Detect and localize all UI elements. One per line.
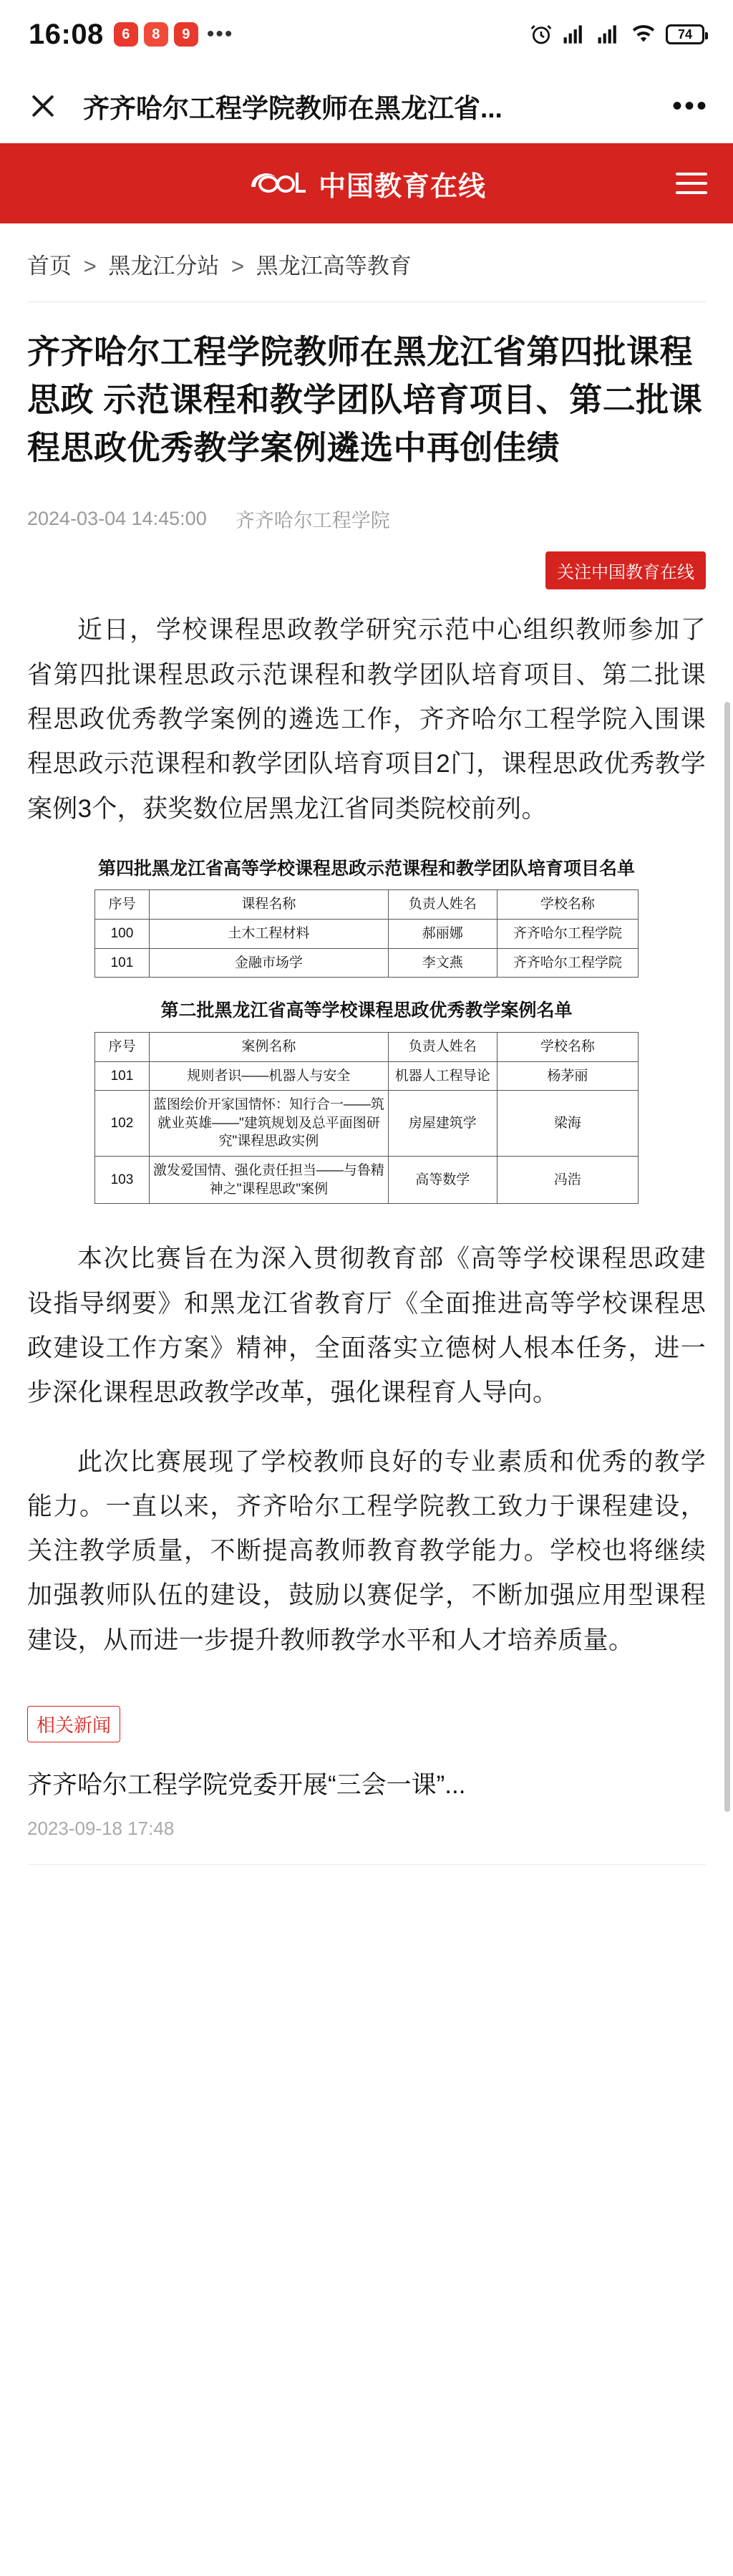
table-header-cell: 负责人姓名 (388, 1032, 497, 1061)
related-news-title: 齐齐哈尔工程学院党委开展“三会一课”... (27, 1771, 466, 1800)
wifi-icon (631, 24, 656, 44)
status-bar-right-icons (530, 23, 704, 46)
related-news-divider (27, 1864, 706, 1865)
table-cell: 100 (95, 920, 150, 949)
table-cell: 激发爱国情、强化责任担当——与鲁精神之"课程思政"案例 (149, 1157, 388, 1204)
close-icon[interactable] (24, 87, 62, 125)
breadcrumb (0, 223, 733, 302)
breadcrumb-separator: > (230, 254, 245, 279)
table-cell: 金融市场学 (149, 948, 388, 978)
breadcrumb-item-province[interactable]: 黑龙江分站 (108, 254, 220, 279)
breadcrumb-item-home[interactable]: 首页 (27, 254, 72, 279)
page-scrollbar[interactable] (724, 702, 730, 1812)
table-caption: 第二批黑龙江省高等学校课程思政优秀教学案例名单 (160, 1000, 573, 1021)
article (0, 328, 733, 1663)
table-header-cell: 序号 (95, 1032, 150, 1061)
follow-row (27, 551, 706, 589)
table-cell: 齐齐哈尔工程学院 (497, 920, 638, 949)
article-paragraph: 本次比赛旨在为深入贯彻教育部《高等学校课程思政建设指导纲要》和黑龙江省教育厅《全面推进高等学校课程思政建设工作方案》精神，全面落实立德树人根本任务，进一步深化课程思政教学改革，强化课程育人导向。 (27, 1245, 706, 1407)
site-logo-text: 中国教育在线 (318, 171, 486, 202)
table-cell: 梁海 (497, 1091, 638, 1157)
page-title: 齐齐哈尔工程学院教师在黑龙江省... (83, 94, 503, 123)
eol-logo-icon (247, 165, 309, 202)
table-row (95, 920, 639, 949)
breadcrumb-item-category[interactable]: 黑龙江高等教育 (256, 254, 412, 279)
status-bar-overflow-icon: ••• (206, 22, 234, 46)
table-header-cell: 课程名称 (149, 890, 388, 920)
signal-icon (563, 24, 587, 44)
table-row (95, 1157, 639, 1204)
article-date: 2024-03-04 14:45:00 (27, 508, 207, 530)
table-cell: 103 (95, 1157, 150, 1204)
article-source: 齐齐哈尔工程学院 (235, 510, 390, 532)
status-bar (0, 0, 733, 69)
alarm-icon (530, 23, 553, 46)
table-cell: 房屋建筑学 (388, 1091, 497, 1157)
site-logo[interactable] (247, 164, 486, 203)
table-header-row (95, 1032, 639, 1061)
breadcrumb-separator: > (83, 254, 97, 279)
table-block-two (94, 998, 639, 1204)
battery-indicator: 74 (666, 24, 704, 44)
hamburger-menu-icon[interactable] (676, 166, 707, 201)
table-cell: 杨茅丽 (497, 1061, 638, 1091)
table-cell: 规则者识——机器人与安全 (149, 1061, 388, 1091)
table-cell: 机器人工程导论 (388, 1061, 497, 1091)
signal-icon (597, 24, 621, 44)
related-news-tag: 相关新闻 (27, 1706, 120, 1742)
table-cell: 101 (95, 948, 150, 978)
table-cell: 李文燕 (388, 948, 497, 978)
article-paragraph: 近日，学校课程思政教学研究示范中心组织教师参加了省第四批课程思政示范课程和教学团队培育项目、第二批课程思政优秀教学案例的遴选工作，齐齐哈尔工程学院入围课程思政示范课程和教学团队培育项目2门，课程思政优秀教学案例3个，获奖数位居黑龙江省同类院校前列。 (27, 616, 706, 823)
table-header-cell: 学校名称 (497, 1032, 638, 1061)
table-case-list (94, 1032, 639, 1204)
table-cell: 102 (95, 1091, 150, 1157)
table-cell: 高等数学 (388, 1157, 497, 1204)
site-header (0, 143, 733, 223)
article-title: 齐齐哈尔工程学院教师在黑龙江省第四批课程思政 示范课程和教学团队培育项目、第二批课程思政优秀教学案例遴选中再创佳绩 (27, 333, 703, 467)
related-news-section (27, 1706, 706, 1865)
more-options-icon[interactable]: ••• (671, 90, 709, 122)
notification-badge-icon: 8 (144, 22, 168, 47)
article-paragraph: 此次比赛展现了学校教师良好的专业素质和优秀的教学能力。一直以来，齐齐哈尔工程学院教工致力于课程建设，关注教学质量，不断提高教师教育教学能力。学校也将继续加强教师队伍的建设，鼓励以赛促学，不断加强应用型课程建设，从而进一步提升教师教学水平和人才培养质量。 (27, 1447, 706, 1654)
table-header-cell: 案例名称 (149, 1032, 388, 1061)
table-cell: 郝丽娜 (388, 920, 497, 949)
notification-badge-icon: 9 (174, 22, 198, 47)
table-header-cell: 负责人姓名 (388, 890, 497, 920)
table-row (95, 948, 639, 978)
table-cell: 101 (95, 1061, 150, 1091)
table-cell: 齐齐哈尔工程学院 (497, 948, 638, 978)
notification-badge-icon: 6 (114, 22, 138, 47)
article-meta (27, 505, 706, 533)
follow-button[interactable]: 关注中国教育在线 (545, 551, 706, 589)
article-body (27, 608, 706, 1663)
browser-nav-bar (0, 69, 733, 143)
table-cell: 蓝图绘价开家国情怀：知行合一——筑就业英雄——"建筑规划及总平面图研究"课程思政实例 (149, 1091, 388, 1157)
related-news-date: 2023-09-18 17:48 (27, 1817, 175, 1839)
table-row (95, 1061, 639, 1091)
table-header-cell: 序号 (95, 890, 150, 920)
table-block-one (94, 856, 639, 978)
status-bar-time: 16:08 (29, 18, 104, 50)
table-header-row (95, 890, 639, 920)
table-cell: 土木工程材料 (149, 920, 388, 949)
list-item[interactable] (27, 1767, 706, 1840)
table-row (95, 1091, 639, 1157)
table-caption: 第四批黑龙江省高等学校课程思政示范课程和教学团队培育项目名单 (97, 858, 635, 879)
table-project-list (94, 889, 639, 978)
table-header-cell: 学校名称 (497, 890, 638, 920)
table-cell: 冯浩 (497, 1157, 638, 1204)
status-bar-notification-badges (114, 22, 198, 47)
